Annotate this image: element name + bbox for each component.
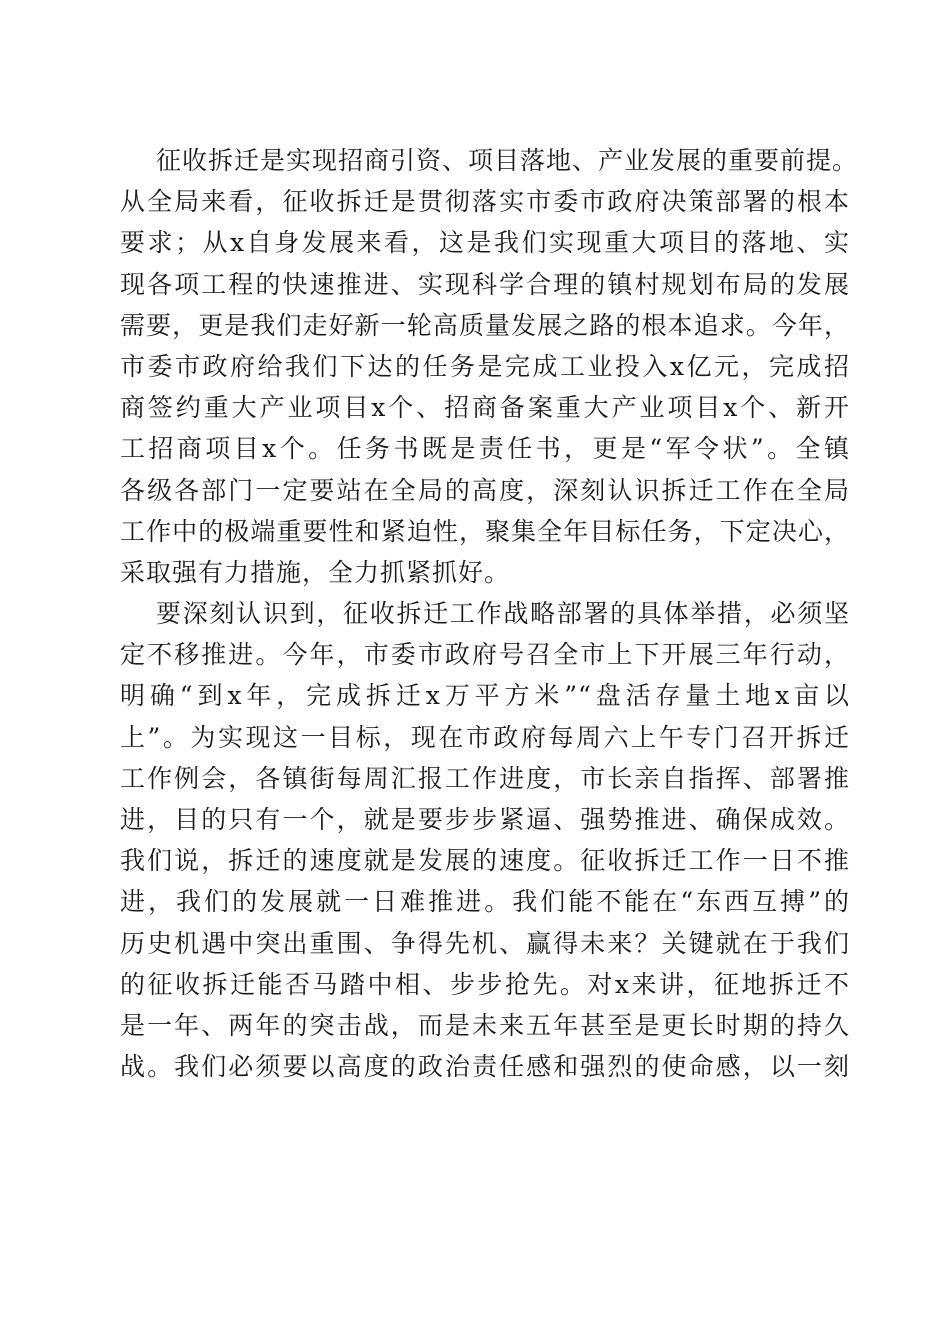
paragraph-1-line-8: 工招商项目x个。任务书既是责任书，更是“军令状”。全镇 bbox=[120, 434, 850, 464]
paragraph-2-line-11: 是一年、两年的突击战，而是未来五年甚至是更长时期的持久 bbox=[120, 1010, 850, 1040]
paragraph-2-line-10: 的征收拆迁能否马踏中相、步步抢先。对x来讲，征地拆迁不 bbox=[120, 969, 850, 999]
paragraph-1-line-5: 需要，更是我们走好新一轮高质量发展之路的根本追求。今年， bbox=[120, 310, 850, 340]
paragraph-1-line-3: 要求；从x自身发展来看，这是我们实现重大项目的落地、实 bbox=[120, 228, 850, 258]
paragraph-1-line-2: 从全局来看，征收拆迁是贯彻落实市委市政府决策部署的根本 bbox=[120, 187, 850, 217]
paragraph-1-line-4: 现各项工程的快速推进、实现科学合理的镇村规划布局的发展 bbox=[120, 269, 850, 299]
paragraph-2-line-9: 历史机遇中突出重围、争得先机、赢得未来？关键就在于我们 bbox=[120, 928, 850, 958]
paragraph-1-line-1: 征收拆迁是实现招商引资、项目落地、产业发展的重要前提。 bbox=[156, 146, 859, 175]
paragraph-2-line-2: 定不移推进。今年，市委市政府号召全市上下开展三年行动， bbox=[120, 640, 850, 670]
body-text bbox=[120, 140, 859, 1087]
paragraph-2-line-6: 进，目的只有一个，就是要步步紧逼、强势推进、确保成效。 bbox=[120, 805, 850, 834]
paragraph-2-line-7: 我们说，拆迁的速度就是发展的速度。征收拆迁工作一日不推 bbox=[120, 846, 850, 876]
paragraph-1-line-7: 商签约重大产业项目x个、招商备案重大产业项目x个、新开 bbox=[120, 393, 850, 423]
paragraph-1-line-9: 各级各部门一定要站在全局的高度，深刻认识拆迁工作在全局 bbox=[120, 475, 850, 505]
paragraph-1-line-10: 工作中的极端重要性和紧迫性，聚集全年目标任务，下定决心， bbox=[120, 516, 850, 546]
paragraph-1-line-6: 市委市政府给我们下达的任务是完成工业投入x亿元，完成招 bbox=[120, 351, 850, 381]
paragraph-2-line-3: 明确“到x年，完成拆迁x万平方米”“盘活存量土地x亩以 bbox=[120, 681, 850, 711]
paragraph-1-line-11: 采取强有力措施，全力抓紧抓好。 bbox=[120, 557, 511, 587]
paragraph-2-line-5: 工作例会，各镇街每周汇报工作进度，市长亲自指挥、部署推 bbox=[120, 763, 850, 793]
paragraph-2-line-4: 上”。为实现这一目标，现在市政府每周六上午专门召开拆迁 bbox=[120, 722, 850, 752]
paragraph-2-line-1: 要深刻认识到，征收拆迁工作战略部署的具体举措，必须坚 bbox=[156, 599, 850, 629]
paragraph-2-line-12: 战。我们必须要以高度的政治责任感和强烈的使命感，以一刻 bbox=[120, 1052, 850, 1082]
paragraph-2-line-8: 进，我们的发展就一日难推进。我们能不能在“东西互搏”的 bbox=[120, 887, 850, 917]
